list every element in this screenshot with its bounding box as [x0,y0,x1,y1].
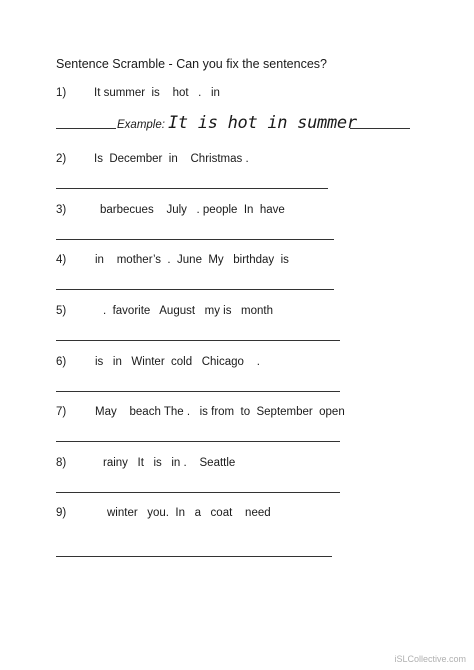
item-number: 6) [56,356,67,368]
answer-line [56,289,334,290]
site-watermark: iSLCollective.com [394,654,466,664]
answer-line [56,128,116,129]
item-number: 3) [56,204,67,216]
item-number: 4) [56,254,67,266]
example-label: Example: [117,119,165,131]
scrambled-words: winter you. In a coat need [107,507,271,519]
answer-line [56,391,340,392]
answer-line [350,128,410,129]
answer-line [56,239,334,240]
item-number: 8) [56,457,67,469]
worksheet-title: Sentence Scramble - Can you fix the sentences? [56,57,327,71]
item-number: 2) [56,153,67,165]
answer-line [56,556,332,557]
item-number: 9) [56,507,67,519]
item-number: 1) [56,87,67,99]
item-number: 5) [56,305,67,317]
scrambled-words: is in Winter cold Chicago . [95,356,260,368]
scrambled-words: barbecues July . people In have [100,204,285,216]
scrambled-words: rainy It is in . Seattle [103,457,236,469]
item-number: 7) [56,406,67,418]
scrambled-words: in mother’s . June My birthday is [95,254,289,266]
example-answer: It is hot in summer [168,113,357,133]
scrambled-words: It summer is hot . in [94,87,220,99]
scrambled-words: Is December in Christmas . [94,153,249,165]
answer-line [56,492,340,493]
scrambled-words: May beach The . is from to September open [95,406,345,418]
answer-line [56,441,340,442]
answer-line [56,188,328,189]
answer-line [56,340,340,341]
scrambled-words: . favorite August my is month [103,305,274,317]
